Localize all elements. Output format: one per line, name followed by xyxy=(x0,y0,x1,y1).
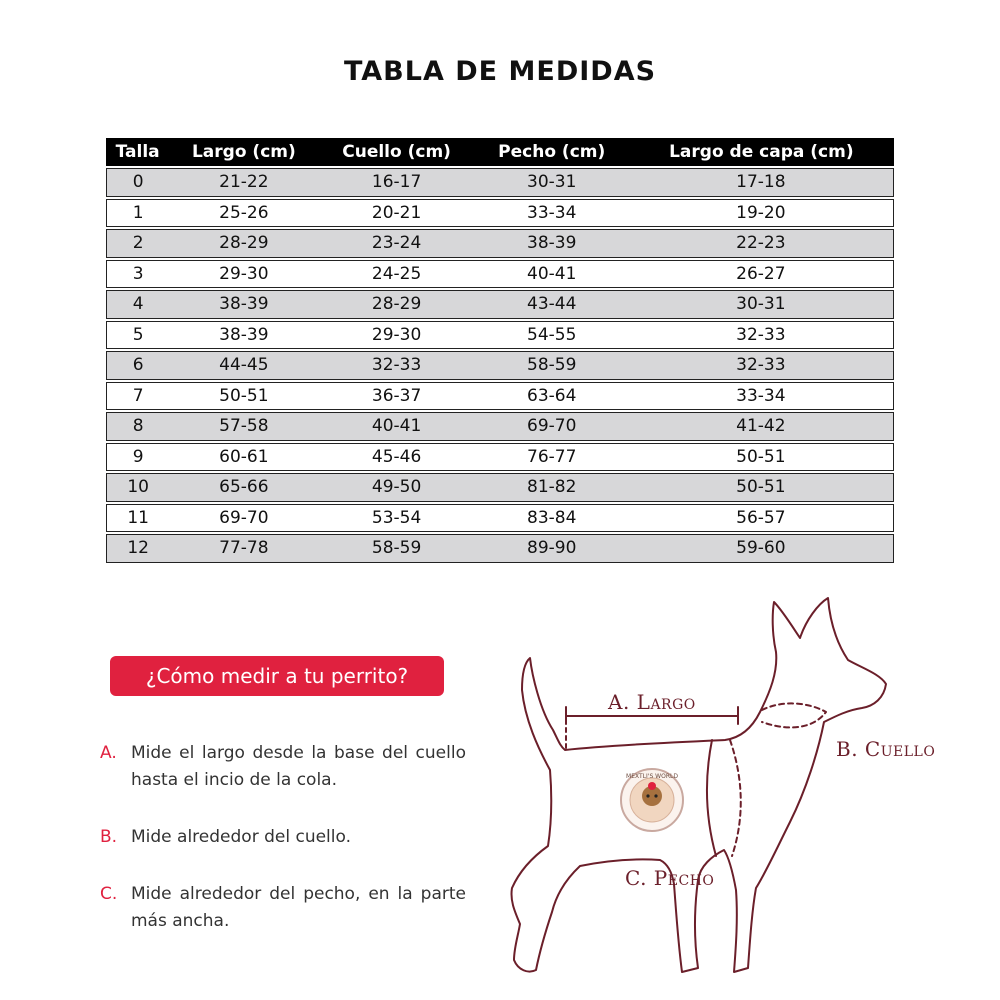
table-cell: 26-27 xyxy=(629,260,894,289)
logo-text: MEXTLI'S WORLD xyxy=(626,773,678,780)
table-row xyxy=(106,229,894,258)
table-cell: 2 xyxy=(106,229,169,258)
table-cell: 89-90 xyxy=(475,534,629,563)
step-c xyxy=(100,881,466,935)
table-cell: 63-64 xyxy=(475,382,629,411)
table-cell: 9 xyxy=(106,443,169,472)
table-row xyxy=(106,290,894,319)
label-pecho: C. Pecho xyxy=(625,866,715,890)
table-cell: 44-45 xyxy=(169,351,318,380)
collar-line xyxy=(762,703,826,727)
table-cell: 28-29 xyxy=(169,229,318,258)
step-text: Mide el largo desde la base del cuello hasta el incio de la cola. xyxy=(131,743,466,790)
table-cell: 10 xyxy=(106,473,169,502)
table-cell: 32-33 xyxy=(318,351,474,380)
table-cell: 53-54 xyxy=(318,504,474,533)
step-letter: C. xyxy=(100,884,118,904)
table-cell: 32-33 xyxy=(629,321,894,350)
brand-logo xyxy=(621,769,683,831)
table-cell: 59-60 xyxy=(629,534,894,563)
table-cell: 23-24 xyxy=(318,229,474,258)
step-letter: A. xyxy=(100,743,117,763)
table-cell: 1 xyxy=(106,199,169,228)
chest-band-dashed xyxy=(730,740,741,856)
table-cell: 0 xyxy=(106,168,169,197)
table-cell: 40-41 xyxy=(475,260,629,289)
table-cell: 32-33 xyxy=(629,351,894,380)
step-letter: B. xyxy=(100,827,118,847)
chest-band xyxy=(707,740,716,856)
column-header: Cuello (cm) xyxy=(318,138,474,166)
column-header: Pecho (cm) xyxy=(475,138,629,166)
step-b xyxy=(100,824,466,851)
table-cell: 69-70 xyxy=(169,504,318,533)
table-cell: 58-59 xyxy=(318,534,474,563)
table-header-row xyxy=(106,138,894,166)
table-row xyxy=(106,168,894,197)
table-cell: 5 xyxy=(106,321,169,350)
table-cell: 8 xyxy=(106,412,169,441)
table-cell: 65-66 xyxy=(169,473,318,502)
steps-list xyxy=(100,740,466,965)
step-text: Mide alrededor del cuello. xyxy=(131,827,352,847)
table-cell: 76-77 xyxy=(475,443,629,472)
step-text: Mide alrededor del pecho, en la parte más ancha. xyxy=(131,884,466,931)
table-cell: 50-51 xyxy=(629,443,894,472)
label-cuello: B. Cuello xyxy=(836,737,936,761)
table-row xyxy=(106,199,894,228)
table-cell: 57-58 xyxy=(169,412,318,441)
how-to-heading: ¿Cómo medir a tu perrito? xyxy=(110,656,444,696)
table-cell: 29-30 xyxy=(169,260,318,289)
table-cell: 56-57 xyxy=(629,504,894,533)
table-cell: 50-51 xyxy=(169,382,318,411)
table-row xyxy=(106,351,894,380)
table-cell: 36-37 xyxy=(318,382,474,411)
table-cell: 33-34 xyxy=(629,382,894,411)
table-cell: 17-18 xyxy=(629,168,894,197)
table-cell: 30-31 xyxy=(475,168,629,197)
table-cell: 58-59 xyxy=(475,351,629,380)
table-row xyxy=(106,473,894,502)
table-cell: 22-23 xyxy=(629,229,894,258)
table-cell: 30-31 xyxy=(629,290,894,319)
table-row xyxy=(106,504,894,533)
table-cell: 38-39 xyxy=(475,229,629,258)
table-row xyxy=(106,321,894,350)
table-cell: 4 xyxy=(106,290,169,319)
table-cell: 38-39 xyxy=(169,290,318,319)
dog-outline xyxy=(511,598,886,972)
table-row xyxy=(106,412,894,441)
table-cell: 77-78 xyxy=(169,534,318,563)
table-cell: 21-22 xyxy=(169,168,318,197)
table-cell: 50-51 xyxy=(629,473,894,502)
table-cell: 33-34 xyxy=(475,199,629,228)
size-table xyxy=(106,136,894,565)
table-cell: 29-30 xyxy=(318,321,474,350)
table-cell: 40-41 xyxy=(318,412,474,441)
table-cell: 54-55 xyxy=(475,321,629,350)
table-cell: 24-25 xyxy=(318,260,474,289)
table-row xyxy=(106,534,894,563)
table-cell: 11 xyxy=(106,504,169,533)
table-cell: 28-29 xyxy=(318,290,474,319)
column-header: Largo (cm) xyxy=(169,138,318,166)
table-cell: 45-46 xyxy=(318,443,474,472)
table-cell: 41-42 xyxy=(629,412,894,441)
table-cell: 25-26 xyxy=(169,199,318,228)
table-cell: 49-50 xyxy=(318,473,474,502)
table-cell: 69-70 xyxy=(475,412,629,441)
table-cell: 20-21 xyxy=(318,199,474,228)
table-cell: 81-82 xyxy=(475,473,629,502)
table-row xyxy=(106,382,894,411)
table-cell: 6 xyxy=(106,351,169,380)
table-cell: 16-17 xyxy=(318,168,474,197)
page-title: TABLA DE MEDIDAS xyxy=(343,56,657,87)
dog-diagram xyxy=(480,596,950,1000)
label-largo: A. Largo xyxy=(608,690,696,714)
table-cell: 83-84 xyxy=(475,504,629,533)
step-a xyxy=(100,740,466,794)
table-cell: 38-39 xyxy=(169,321,318,350)
table-cell: 43-44 xyxy=(475,290,629,319)
table-cell: 60-61 xyxy=(169,443,318,472)
column-header: Largo de capa (cm) xyxy=(629,138,894,166)
table-row xyxy=(106,443,894,472)
table-cell: 7 xyxy=(106,382,169,411)
table-cell: 19-20 xyxy=(629,199,894,228)
table-cell: 12 xyxy=(106,534,169,563)
table-row xyxy=(106,260,894,289)
column-header: Talla xyxy=(106,138,169,166)
table-cell: 3 xyxy=(106,260,169,289)
